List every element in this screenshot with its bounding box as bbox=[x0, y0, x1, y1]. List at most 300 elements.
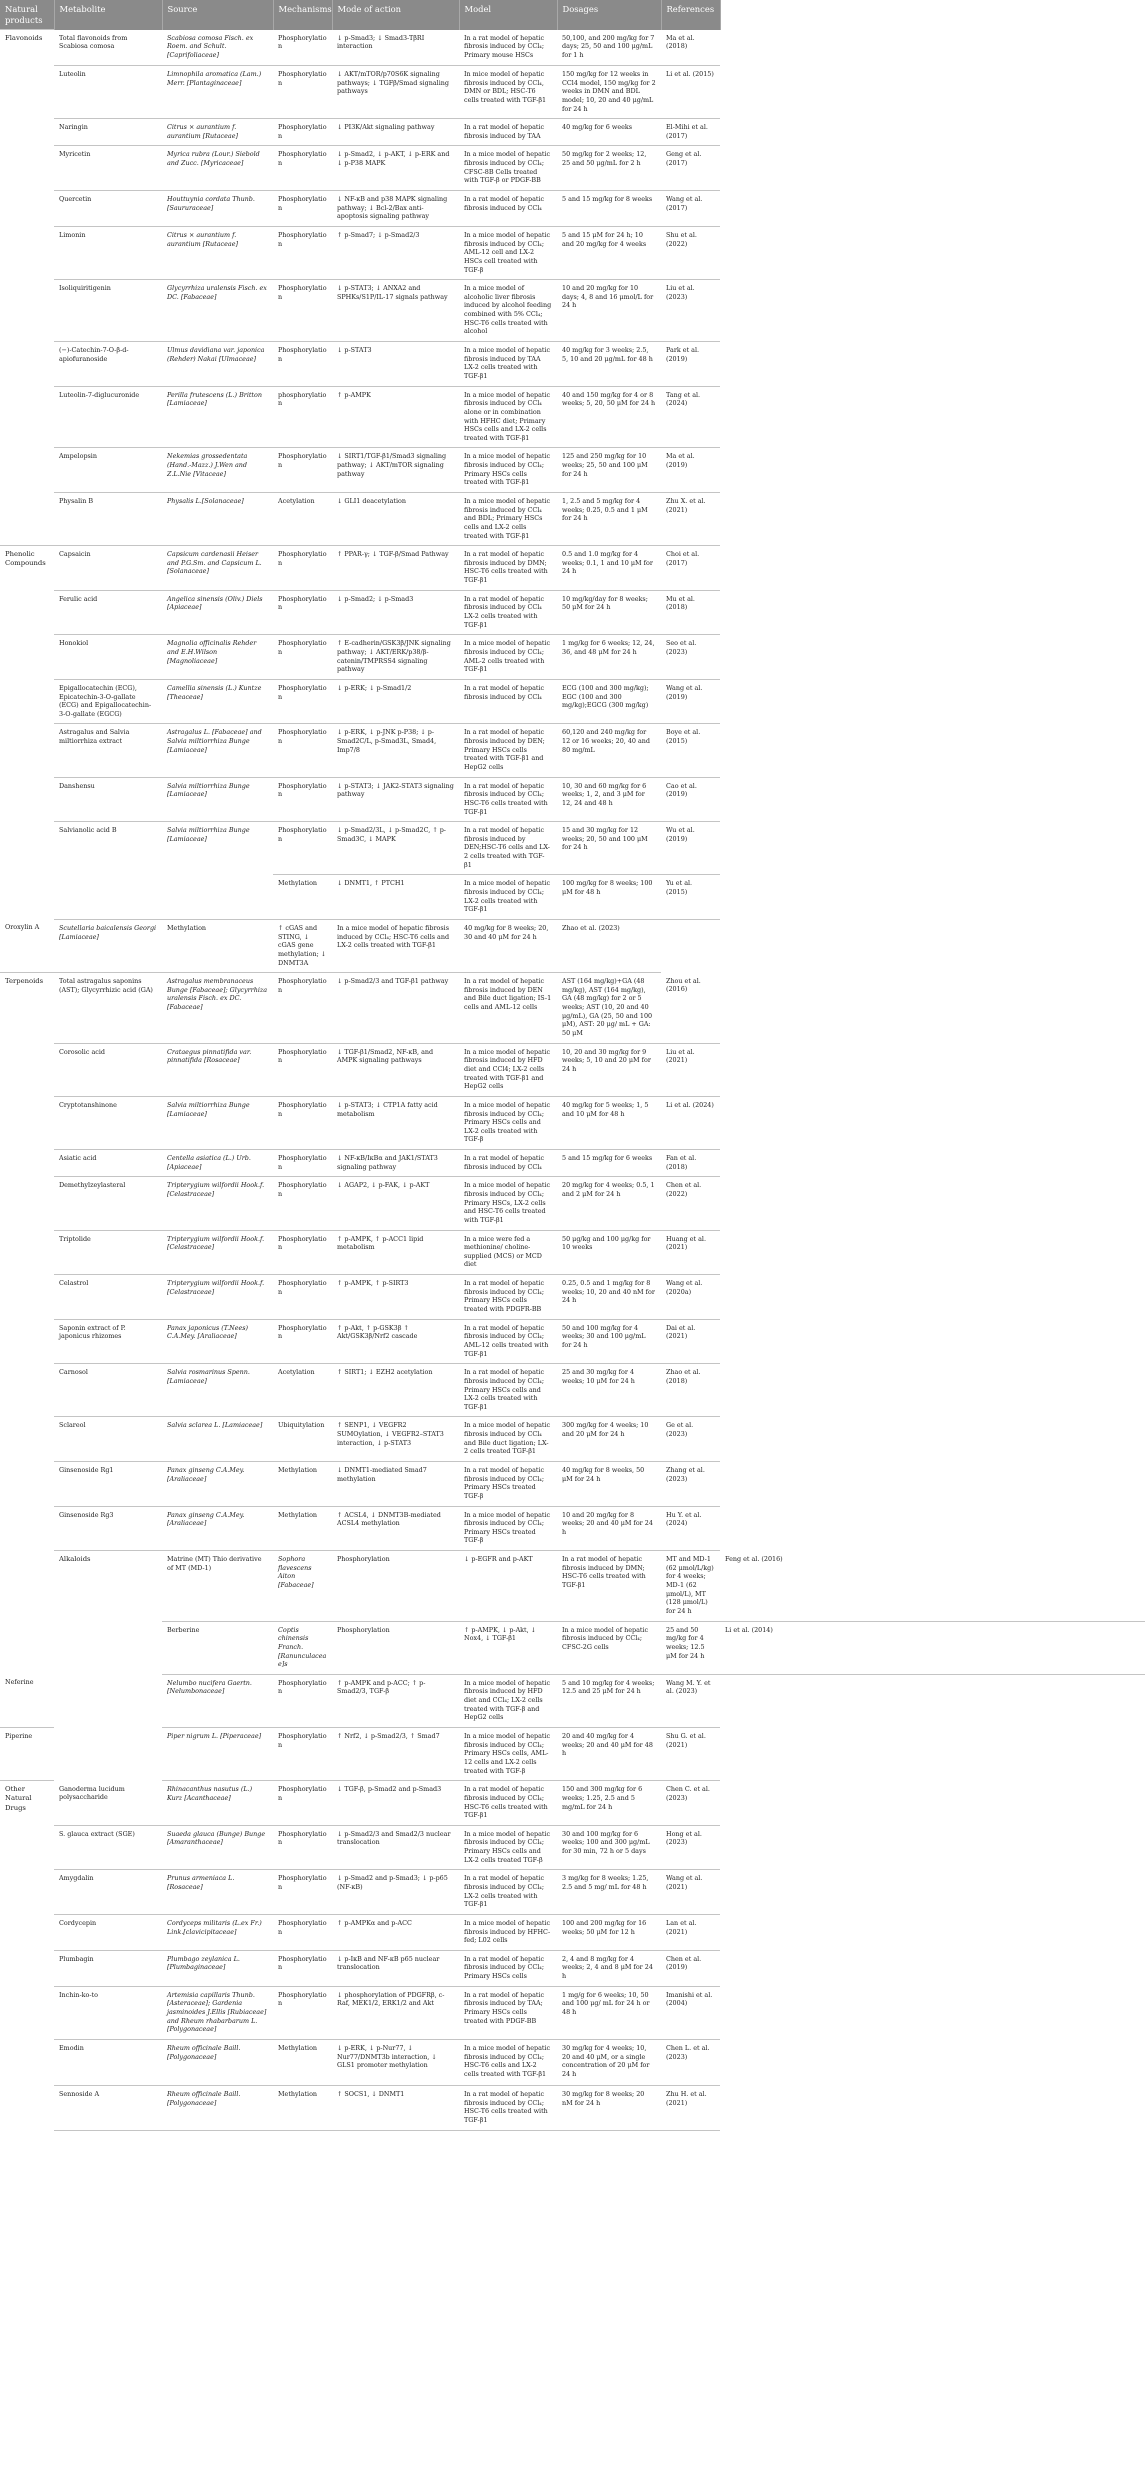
metabolite-cell: Berberine bbox=[162, 1621, 273, 1674]
reference-cell: Chen et al. (2022) bbox=[661, 1177, 720, 1230]
mode-of-action-cell: ↑ SENP1, ↓ VEGFR2 SUMOylation, ↓ VEGFR2–STAT3 interaction, ↓ p-STAT3 bbox=[332, 1417, 459, 1462]
source-cell: Myrica rubra (Lour.) Siebold and Zucc. [Myricaceae] bbox=[162, 146, 273, 191]
dosage-cell: 40 mg/kg for 8 weeks; 20, 30 and 40 μM for 24 h bbox=[459, 919, 557, 972]
metabolite-cell: Honokiol bbox=[54, 635, 162, 680]
metabolite-cell: Sclareol bbox=[54, 1417, 162, 1462]
table-row bbox=[0, 1621, 1145, 1674]
reference-cell: Boye et al. (2015) bbox=[661, 724, 720, 777]
metabolite-cell: Ganoderma lucidum polysaccharide bbox=[54, 1781, 162, 1826]
reference-cell: Wu et al. (2019) bbox=[661, 822, 720, 875]
table-row bbox=[0, 2039, 1145, 2085]
mode-of-action-cell: ↑ p-Smad7; ↓ p-Smad2/3 bbox=[332, 226, 459, 279]
table-row bbox=[0, 919, 1145, 972]
reference-cell: Imanishi et al. (2004) bbox=[661, 1986, 720, 2039]
model-cell: In a rat model of hepatic fibrosis induced by CCl₄ LX-2 cells treated with TGF-β1 bbox=[459, 590, 557, 635]
source-cell: Citrus × aurantium f. aurantium [Rutaceae] bbox=[162, 119, 273, 146]
metabolite-cell: Physalin B bbox=[54, 492, 162, 545]
reference-cell: Seo et al. (2023) bbox=[661, 635, 720, 680]
mechanism-cell: Phosphorylation bbox=[273, 146, 332, 191]
table-row bbox=[0, 448, 1145, 493]
source-cell: Salvia sclarea L. [Lamiaceae] bbox=[162, 1417, 273, 1462]
table-row bbox=[0, 1319, 1145, 1364]
dosage-cell: 100 mg/kg for 8 weeks; 100 μM for 48 h bbox=[557, 875, 661, 920]
dosage-cell: 60,120 and 240 mg/kg for 12 or 16 weeks; 20, 40 and 80 mg/mL bbox=[557, 724, 661, 777]
mechanism-cell: Methylation bbox=[273, 2039, 332, 2085]
source-cell: Suaeda glauca (Bunge) Bunge [Amaranthaceae] bbox=[162, 1825, 273, 1870]
table-row bbox=[0, 1096, 1145, 1149]
header-mode-of-action: Mode of action bbox=[332, 0, 459, 30]
model-cell: In a mice model of hepatic fibrosis induced by CCl₄; Primary HSCs cells treated with TGF-β1 bbox=[459, 448, 557, 493]
source-cell: Tripterygium wilfordii Hook.f. [Celastraceae] bbox=[162, 1275, 273, 1320]
metabolite-cell: Oroxylin A bbox=[0, 919, 54, 972]
metabolite-cell: (−)-Catechin-7-O-β-d-apiofuranoside bbox=[54, 342, 162, 387]
mode-of-action-cell: ↑ PPAR-γ; ↓ TGF-β/Smad Pathway bbox=[332, 546, 459, 591]
table-row bbox=[0, 226, 1145, 279]
metabolite-cell: Naringin bbox=[54, 119, 162, 146]
dosage-cell: ECG (100 and 300 mg/kg); EGC (100 and 300 mg/kg);EGCG (300 mg/kg) bbox=[557, 679, 661, 724]
mode-of-action-cell: ↑ p-AMPK bbox=[332, 386, 459, 448]
mode-of-action-cell: ↑ Nrf2, ↓ p-Smad2/3, ↑ Smad7 bbox=[332, 1728, 459, 1781]
mode-of-action-cell: ↓ DNMT1, ↑ PTCH1 bbox=[332, 875, 459, 920]
mode-of-action-cell: ↑ p-Akt, ↑ p-GSK3β ↑ Akt/GSK3β/Nrf2 cascade bbox=[332, 1319, 459, 1364]
source-cell: Magnolia officinalis Rehder and E.H.Wilson [Magnoliaceae] bbox=[162, 635, 273, 680]
mechanism-cell: Phosphorylation bbox=[273, 777, 332, 822]
mode-of-action-cell: ↓ p-STAT3 bbox=[332, 342, 459, 387]
table-row bbox=[0, 191, 1145, 227]
source-cell: Salvia miltiorrhiza Bunge [Lamiaceae] bbox=[162, 1096, 273, 1149]
table-row bbox=[0, 1950, 1145, 1986]
table-row bbox=[0, 1728, 1145, 1781]
source-cell: Angelica sinensis (Oliv.) Diels [Apiaceae] bbox=[162, 590, 273, 635]
mechanism-cell: Methylation bbox=[273, 1506, 332, 1551]
metabolite-cell: Sennoside A bbox=[54, 2085, 162, 2130]
metabolite-cell: Celastrol bbox=[54, 1275, 162, 1320]
mode-of-action-cell: ↓ p-Smad2, ↓ p-AKT, ↓ p-ERK and ↓ p-P38 MAPK bbox=[332, 146, 459, 191]
category-cell: Alkaloids bbox=[54, 1551, 162, 1781]
table-row bbox=[0, 1177, 1145, 1230]
model-cell: In a rat model of hepatic fibrosis induced by CCl₄; Primary HSCs cells treated with PDGFR-BB bbox=[459, 1275, 557, 1320]
dosage-cell: 15 and 30 mg/kg for 12 weeks; 20, 50 and 100 μM for 24 h bbox=[557, 822, 661, 875]
mechanism-cell: Methylation bbox=[273, 875, 332, 920]
dosage-cell: 40 mg/kg for 3 weeks; 2.5, 5, 10 and 20 μg/mL for 48 h bbox=[557, 342, 661, 387]
model-cell: In a mice model of hepatic fibrosis induced by CCl₄; Primary HSCs cells and LX-2 cells treated with TGF-β bbox=[459, 1096, 557, 1149]
header-mechanisms: Mechanisms bbox=[273, 0, 332, 30]
reference-cell: Zhao et al. (2023) bbox=[557, 919, 661, 972]
table-row bbox=[0, 1781, 1145, 1826]
metabolite-cell: Total astragalus saponins (AST); Glycyrrhizic acid (GA) bbox=[54, 973, 162, 1043]
mode-of-action-cell: ↓ p-ERK; ↓ p-Smad1/2 bbox=[332, 679, 459, 724]
model-cell: In a mice model of hepatic fibrosis induced by CCl₄; Primary HSCs treated TGF-β bbox=[459, 1506, 557, 1551]
source-cell: Nekemias grossedentata (Hand.-Mazz.) J.Wen and Z.L.Nie [Vitaceae] bbox=[162, 448, 273, 493]
reference-cell: Shu G. et al. (2021) bbox=[661, 1728, 720, 1781]
source-cell: Astragalus L. [Fabaceae] and Salvia miltiorrhiza Bunge [Lamiaceae] bbox=[162, 724, 273, 777]
reference-cell: Zhang et al. (2023) bbox=[661, 1462, 720, 1507]
source-cell: Prunus armeniaca L. [Rosaceae] bbox=[162, 1870, 273, 1915]
table-row bbox=[0, 146, 1145, 191]
model-cell: In a mice model of hepatic fibrosis induced by CCl₄; Primary HSCs, LX-2 cells and HSC-T6 cells treated with TGF-β1 bbox=[459, 1177, 557, 1230]
metabolite-cell: Ginsenoside Rg3 bbox=[54, 1506, 162, 1551]
category-cell: Terpenoids bbox=[0, 973, 54, 1675]
header-dosages: Dosages bbox=[557, 0, 661, 30]
metabolite-cell: Limonin bbox=[54, 226, 162, 279]
dosage-cell: 20 and 40 mg/kg for 4 weeks; 20 and 40 μM for 48 h bbox=[557, 1728, 661, 1781]
category-cell: Flavonoids bbox=[0, 30, 54, 546]
dosage-cell: 0.25, 0.5 and 1 mg/kg for 8 weeks; 10, 20 and 40 nM for 24 h bbox=[557, 1275, 661, 1320]
dosage-cell: MT and MD-1 (62 μmol/L/kg) for 4 weeks; MD-1 (62 μmol/L), MT (128 μmol/L) for 24 h bbox=[661, 1551, 720, 1621]
metabolite-cell: Ferulic acid bbox=[54, 590, 162, 635]
table-row bbox=[0, 280, 1145, 342]
header-metabolite: Metabolite bbox=[54, 0, 162, 30]
mechanism-cell: Phosphorylation bbox=[273, 1870, 332, 1915]
table-row bbox=[0, 679, 1145, 724]
mode-of-action-cell: ↑ SOCS1, ↓ DNMT1 bbox=[332, 2085, 459, 2130]
model-cell: In a rat model of hepatic fibrosis induced by CCl₄; Primary mouse HSCs bbox=[459, 30, 557, 66]
model-cell: In a rat model of hepatic fibrosis induced by TAA; Primary HSCs cells treated with PDGF-BB bbox=[459, 1986, 557, 2039]
metabolite-cell: Luteolin-7-diglucuronide bbox=[54, 386, 162, 448]
mechanism-cell: Phosphorylation bbox=[332, 1621, 459, 1674]
source-cell: Scutellaria baicalensis Georgi [Lamiaceae] bbox=[54, 919, 162, 972]
model-cell: In a mice model of hepatic fibrosis induced by CCl₄; LX-2 cells treated with TGF-β1 bbox=[459, 875, 557, 920]
model-cell: In a mice model of hepatic fibrosis induced by CCl₄; CFSC-2G cells bbox=[557, 1621, 661, 1674]
reference-cell: Fan et al. (2018) bbox=[661, 1150, 720, 1177]
dosage-cell: 25 and 30 mg/kg for 4 weeks; 10 μM for 24 h bbox=[557, 1364, 661, 1417]
reference-cell: Chen et al. (2019) bbox=[661, 1950, 720, 1986]
metabolite-cell: Astragalus and Salvia miltiorrhiza extract bbox=[54, 724, 162, 777]
mode-of-action-cell: ↓ p-STAT3; ↓ JAK2-STAT3 signaling pathway bbox=[332, 777, 459, 822]
metabolite-cell: Quercetin bbox=[54, 191, 162, 227]
source-cell: Scabiosa comosa Fisch. ex Roem. and Schult. [Caprifoliaceae] bbox=[162, 30, 273, 66]
dosage-cell: 10, 20 and 30 mg/kg for 9 weeks; 5, 10 and 20 μM for 24 h bbox=[557, 1043, 661, 1096]
table-row bbox=[0, 546, 1145, 591]
mode-of-action-cell: ↑ p-AMPK and p-ACC; ↑ p-Smad2/3, TGF-β bbox=[332, 1674, 459, 1727]
mechanism-cell: Phosphorylation bbox=[273, 1825, 332, 1870]
table-row bbox=[0, 1462, 1145, 1507]
table-row bbox=[0, 635, 1145, 680]
source-cell: Tripterygium wilfordii Hook.f. [Celastraceae] bbox=[162, 1177, 273, 1230]
source-cell: Crataegus pinnatifida var. pinnatifida [Rosaceae] bbox=[162, 1043, 273, 1096]
reference-cell: Park et al. (2019) bbox=[661, 342, 720, 387]
dosage-cell: 40 mg/kg for 6 weeks bbox=[557, 119, 661, 146]
metabolite-cell: Ginsenoside Rg1 bbox=[54, 1462, 162, 1507]
model-cell: In a mice model of hepatic fibrosis induced by TAA LX-2 cells treated with TGF-β1 bbox=[459, 342, 557, 387]
mechanism-cell: Phosphorylation bbox=[273, 679, 332, 724]
reference-cell: Hong et al. (2023) bbox=[661, 1825, 720, 1870]
reference-cell: Ma et al. (2018) bbox=[661, 30, 720, 66]
table-row bbox=[0, 1674, 1145, 1727]
dosage-cell: 1, 2.5 and 5 mg/kg for 4 weeks; 0.25, 0.5 and 1 μM for 24 h bbox=[557, 492, 661, 545]
model-cell: In a rat model of hepatic fibrosis induced by TAA bbox=[459, 119, 557, 146]
mechanism-cell: Phosphorylation bbox=[273, 635, 332, 680]
dosage-cell: 50 μg/kg and 100 μg/kg for 10 weeks bbox=[557, 1230, 661, 1275]
source-cell: Piper nigrum L. [Piperaceae] bbox=[162, 1728, 273, 1781]
model-cell: In a rat model of hepatic fibrosis induced by DEN and Bile duct ligation; IS-1 cells and AML-12 cells bbox=[459, 973, 557, 1043]
metabolite-cell: Piperine bbox=[0, 1728, 54, 1781]
reference-cell: Li et al. (2024) bbox=[661, 1096, 720, 1149]
mode-of-action-cell: ↓ PI3K/Akt signaling pathway bbox=[332, 119, 459, 146]
mode-of-action-cell: ↓ phosphorylation of PDGFRβ, c-Raf, MEK1/2, ERK1/2 and Akt bbox=[332, 1986, 459, 2039]
reference-cell: Wang et al. (2021) bbox=[661, 1870, 720, 1915]
model-cell: In a mice model of hepatic fibrosis induced by CCl₄ alone or in combination with HFHC diet; Primary HSCs cells and LX-2 cells treated with TGF-β1 bbox=[459, 386, 557, 448]
metabolite-cell: S. glauca extract (SGE) bbox=[54, 1825, 162, 1870]
mode-of-action-cell: ↓ p-STAT3; ↓ CTP1A fatty acid metabolism bbox=[332, 1096, 459, 1149]
model-cell: In a mice model of hepatic fibrosis induced by CCl₄; HSC-T6 cells and LX-2 cells treated with TGF-β1 bbox=[459, 2039, 557, 2085]
mode-of-action-cell: ↓ p-Smad2/3 and Smad2/3 nuclear translocation bbox=[332, 1825, 459, 1870]
mechanism-cell: Phosphorylation bbox=[273, 280, 332, 342]
model-cell: In a mice model of hepatic fibrosis induced by CCl₄; Primary HSCs cells, AML-12 cells and LX-2 cells treated with TGF-β bbox=[459, 1728, 557, 1781]
reference-cell: Feng et al. (2016) bbox=[720, 1551, 1145, 1621]
metabolite-cell: Ampelopsin bbox=[54, 448, 162, 493]
mode-of-action-cell: ↓ SIRT1/TGF-β1/Smad3 signaling pathway; ↓ AKT/mTOR signaling pathway bbox=[332, 448, 459, 493]
metabolite-cell: Cryptotanshinone bbox=[54, 1096, 162, 1149]
mode-of-action-cell: ↓ p-Smad2/3 and TGF-β1 pathway bbox=[332, 973, 459, 1043]
reference-cell: Ma et al. (2019) bbox=[661, 448, 720, 493]
source-cell: Physalis L.[Solanaceae] bbox=[162, 492, 273, 545]
reference-cell: Shu et al. (2022) bbox=[661, 226, 720, 279]
source-cell: Astragalus membranaceus Bunge [Fabaceae]; Glycyrrhiza uralensis Fisch. ex DC. [Fabaceae] bbox=[162, 973, 273, 1043]
metabolite-cell: Capsaicin bbox=[54, 546, 162, 591]
mechanism-cell: Phosphorylation bbox=[273, 342, 332, 387]
metabolite-cell: Demethylzeylasteral bbox=[54, 1177, 162, 1230]
reference-cell: Wang et al. (2019) bbox=[661, 679, 720, 724]
table-row bbox=[0, 119, 1145, 146]
model-cell: In a rat model of hepatic fibrosis induced by CCl₄; Primary HSCs cells bbox=[459, 1950, 557, 1986]
mode-of-action-cell: ↓ p-IκB and NF-κB p65 nuclear translocation bbox=[332, 1950, 459, 1986]
mechanism-cell: Phosphorylation bbox=[273, 1043, 332, 1096]
metabolite-cell: Inchin-ko-to bbox=[54, 1986, 162, 2039]
mechanism-cell: Phosphorylation bbox=[273, 191, 332, 227]
model-cell: In a mice model of hepatic fibrosis induced by CCl₄; AML-2 cells treated with TGF-β1 bbox=[459, 635, 557, 680]
dosage-cell: 50 and 100 mg/kg for 4 weeks; 30 and 100 μg/mL for 24 h bbox=[557, 1319, 661, 1364]
table-row bbox=[0, 30, 1145, 66]
model-cell: In a rat model of hepatic fibrosis induced by DEN; Primary HSCs cells treated with TGF-β1 and HepG2 cells bbox=[459, 724, 557, 777]
source-cell: Panax ginseng C.A.Mey. [Araliaceae] bbox=[162, 1462, 273, 1507]
model-cell: In a rat model of hepatic fibrosis induced by DMN; HSC-T6 cells treated with TGF-β1 bbox=[557, 1551, 661, 1621]
mode-of-action-cell: ↓ AKT/mTOR/p70S6K signaling pathways; ↓ TGFβ/Smad signaling pathways bbox=[332, 66, 459, 119]
metabolite-cell: Triptolide bbox=[54, 1230, 162, 1275]
source-cell: Nelumbo nucifera Gaertn. [Nelumbonaceae] bbox=[162, 1674, 273, 1727]
reference-cell: Li et al. (2015) bbox=[661, 66, 720, 119]
table-row bbox=[0, 1870, 1145, 1915]
mechanism-cell: Phosphorylation bbox=[273, 226, 332, 279]
mechanism-cell: Phosphorylation bbox=[273, 1275, 332, 1320]
table-row bbox=[0, 1506, 1145, 1551]
source-cell: Rhinacanthus nasutus (L.) Kurz [Acanthaceae] bbox=[162, 1781, 273, 1826]
mode-of-action-cell: ↓ p-Smad2; ↓ p-Smad3 bbox=[332, 590, 459, 635]
mode-of-action-cell: ↓ p-STAT3; ↓ ANXA2 and SPHKs/S1P/IL-17 signals pathway bbox=[332, 280, 459, 342]
dosage-cell: 1 mg/g for 6 weeks; 10, 50 and 100 μg/ mL for 24 h or 48 h bbox=[557, 1986, 661, 2039]
model-cell: In a rat model of hepatic fibrosis induced by CCl₄ bbox=[459, 191, 557, 227]
reference-cell: Zhou et al. (2016) bbox=[661, 973, 720, 1043]
model-cell: In a rat model of hepatic fibrosis induced by CCl₄; HSC-T6 cells treated with TGF-β1 bbox=[459, 1781, 557, 1826]
source-cell: Coptis chinensis Franch. [Ranunculaceae]s bbox=[273, 1621, 332, 1674]
mode-of-action-cell: ↓ p-ERK, ↓ p-Nur77, ↓ Nur77/DNMT3b interaction, ↓ GLS1 promoter methylation bbox=[332, 2039, 459, 2085]
dosage-cell: 150 and 300 mg/kg for 6 weeks; 1.25, 2.5 and 5 mg/mL for 24 h bbox=[557, 1781, 661, 1826]
metabolite-cell: Emodin bbox=[54, 2039, 162, 2085]
dosage-cell: 100 and 200 mg/kg for 16 weeks; 50 μM for 12 h bbox=[557, 1914, 661, 1950]
metabolite-cell: Carnosol bbox=[54, 1364, 162, 1417]
model-cell: In a mice model of hepatic fibrosis induced by CCl₄; HSC-T6 cells and LX-2 cells treated with TGF-β1 bbox=[332, 919, 459, 972]
mode-of-action-cell: ↓ GLI1 deacetylation bbox=[332, 492, 459, 545]
mechanism-cell: Phosphorylation bbox=[332, 1551, 459, 1621]
source-cell: Ulmus davidiana var. japonica (Rehder) Nakai [Ulmaceae] bbox=[162, 342, 273, 387]
reference-cell: Zhu H. et al. (2021) bbox=[661, 2085, 720, 2130]
mechanism-cell: Phosphorylation bbox=[273, 1950, 332, 1986]
source-cell: Camellia sinensis (L.) Kuntze [Theaceae] bbox=[162, 679, 273, 724]
source-cell: Glycyrrhiza uralensis Fisch. ex DC. [Fabaceae] bbox=[162, 280, 273, 342]
table-header-row bbox=[0, 0, 1145, 30]
mode-of-action-cell: ↓ AGAP2, ↓ p-FAK, ↓ p-AKT bbox=[332, 1177, 459, 1230]
table-row bbox=[0, 1417, 1145, 1462]
reference-cell: Wang et al. (2017) bbox=[661, 191, 720, 227]
mode-of-action-cell: ↑ SIRT1; ↓ EZH2 acetylation bbox=[332, 1364, 459, 1417]
mechanism-cell: Phosphorylation bbox=[273, 724, 332, 777]
mechanism-cell: Methylation bbox=[273, 2085, 332, 2130]
reference-cell: Yu et al. (2015) bbox=[661, 875, 720, 920]
mechanism-cell: Phosphorylation bbox=[273, 590, 332, 635]
dosage-cell: 10 mg/kg/day for 8 weeks; 50 μM for 24 h bbox=[557, 590, 661, 635]
reference-cell: Mu et al. (2018) bbox=[661, 590, 720, 635]
reference-cell: Tang et al. (2024) bbox=[661, 386, 720, 448]
mode-of-action-cell: ↑ p-AMPKα and p-ACC bbox=[332, 1914, 459, 1950]
metabolite-cell: Corosolic acid bbox=[54, 1043, 162, 1096]
dosage-cell: 30 mg/kg for 8 weeks; 20 nM for 24 h bbox=[557, 2085, 661, 2130]
model-cell: In a rat model of hepatic fibrosis induced by CCl₄; HSC-T6 cells treated with TGF-β1 bbox=[459, 777, 557, 822]
mechanism-cell: Phosphorylation bbox=[273, 973, 332, 1043]
metabolite-cell: Neferine bbox=[0, 1674, 54, 1727]
table-row bbox=[0, 1551, 1145, 1621]
mechanism-cell: Phosphorylation bbox=[273, 1914, 332, 1950]
reference-cell: Wang et al. (2020a) bbox=[661, 1275, 720, 1320]
mode-of-action-cell: ↓ p-EGFR and p-AKT bbox=[459, 1551, 557, 1621]
metabolite-cell: Amygdalin bbox=[54, 1870, 162, 1915]
dosage-cell: 1 mg/kg for 6 weeks; 12, 24, 36, and 48 μM for 24 h bbox=[557, 635, 661, 680]
mechanism-cell: Acetylation bbox=[273, 492, 332, 545]
category-cell: Other Natural Drugs bbox=[0, 1781, 54, 2130]
dosage-cell: 40 mg/kg for 5 weeks; 1, 5 and 10 μM for 48 h bbox=[557, 1096, 661, 1149]
model-cell: In a mice model of hepatic fibrosis induced by CCl₄; AML-12 cell and LX-2 HSCs cell treated with TGF-β bbox=[459, 226, 557, 279]
table-row bbox=[0, 1986, 1145, 2039]
reference-cell: Zhu X. et al. (2021) bbox=[661, 492, 720, 545]
mechanism-cell: Phosphorylation bbox=[273, 30, 332, 66]
table-row bbox=[0, 1043, 1145, 1096]
dosage-cell: 50 mg/kg for 2 weeks; 12, 25 and 50 μg/mL for 2 h bbox=[557, 146, 661, 191]
mode-of-action-cell: ↑ p-AMPK, ↓ p-Akt, ↓ Nox4, ↓ TGF-β1 bbox=[459, 1621, 557, 1674]
metabolite-cell: Cordycepin bbox=[54, 1914, 162, 1950]
reference-cell: Wang M. Y. et al. (2023) bbox=[661, 1674, 720, 1727]
reference-cell: Chen L. et al. (2023) bbox=[661, 2039, 720, 2085]
mechanism-cell: Phosphorylation bbox=[273, 1674, 332, 1727]
mechanism-cell: Phosphorylation bbox=[273, 1096, 332, 1149]
table-row bbox=[0, 1275, 1145, 1320]
model-cell: In a mice model of hepatic fibrosis induced by CCl₄; CFSC-8B Cells treated with TGF-β or PDGF-BB bbox=[459, 146, 557, 191]
source-cell: Artemisia capillaris Thunb. [Asteraceae]; Gardenia jasminoides J.Ellis [Rubiaceae] and Rheum rhabarbarum L. [Polygonaceae] bbox=[162, 1986, 273, 2039]
metabolite-cell: Plumbagin bbox=[54, 1950, 162, 1986]
table-row bbox=[0, 1364, 1145, 1417]
metabolite-cell: Epigallocatechin (ECG), Epicatechin-3-O-gallate (ECG) and Epigallocatechin-3-O-gallate (EGCG) bbox=[54, 679, 162, 724]
reference-cell: Geng et al. (2017) bbox=[661, 146, 720, 191]
model-cell: In a mice model of hepatic fibrosis induced by CCl₄ and BDL; Primary HSCs cells and LX-2 cells treated with TGF-β1 bbox=[459, 492, 557, 545]
source-cell: Panax ginseng C.A.Mey. [Araliaceae] bbox=[162, 1506, 273, 1551]
mode-of-action-cell: ↑ E-cadherin/GSK3β/JNK signaling pathway; ↓ AKT/ERK/p38/β-catenin/TMPRSS4 signaling pathway bbox=[332, 635, 459, 680]
mode-of-action-cell: ↓ p-ERK, ↓ p-JNK p-P38; ↓ p-Smad2C/L, p-Smad3L, Smad4, Imp7/8 bbox=[332, 724, 459, 777]
dosage-cell: 30 mg/kg for 4 weeks; 10, 20 and 40 μM, or a single concentration of 20 μM for 24 h bbox=[557, 2039, 661, 2085]
mode-of-action-cell: ↓ p-Smad2 and p-Smad3; ↓ p-p65 (NF-κB) bbox=[332, 1870, 459, 1915]
category-cell: Phenolic Compounds bbox=[0, 546, 54, 920]
dosage-cell: 10, 30 and 60 mg/kg for 6 weeks; 1, 2, and 3 μM for 12, 24 and 48 h bbox=[557, 777, 661, 822]
header-source: Source bbox=[162, 0, 273, 30]
source-cell: Centella asiatica (L.) Urb. [Apiaceae] bbox=[162, 1150, 273, 1177]
metabolite-cell: Isoliquiritigenin bbox=[54, 280, 162, 342]
mode-of-action-cell: ↑ p-AMPK, ↑ p-SIRT3 bbox=[332, 1275, 459, 1320]
source-cell: Salvia miltiorrhiza Bunge [Lamiaceae] bbox=[162, 777, 273, 822]
source-cell: Cordyceps militaris (L.ex Fr.) Link.[clavicipitaceae] bbox=[162, 1914, 273, 1950]
mechanism-cell: Phosphorylation bbox=[273, 1728, 332, 1781]
dosage-cell: 10 and 20 mg/kg for 8 weeks; 20 and 40 μM for 24 h bbox=[557, 1506, 661, 1551]
dosage-cell: 20 mg/kg for 4 weeks; 0.5, 1 and 2 μM for 24 h bbox=[557, 1177, 661, 1230]
metabolite-cell: Asiatic acid bbox=[54, 1150, 162, 1177]
reference-cell: Hu Y. et al. (2024) bbox=[661, 1506, 720, 1551]
table-row bbox=[0, 492, 1145, 545]
mode-of-action-cell: ↑ ACSL4, ↓ DNMT3B-mediated ACSL4 methylation bbox=[332, 1506, 459, 1551]
source-cell: Salvia miltiorrhiza Bunge [Lamiaceae] bbox=[162, 822, 273, 920]
table-row bbox=[0, 1914, 1145, 1950]
table-row bbox=[0, 342, 1145, 387]
dosage-cell: 5 and 10 mg/kg for 4 weeks; 12.5 and 25 μM for 24 h bbox=[557, 1674, 661, 1727]
mode-of-action-cell: ↓ TGF-β, p-Smad2 and p-Smad3 bbox=[332, 1781, 459, 1826]
reference-cell: Zhao et al. (2018) bbox=[661, 1364, 720, 1417]
metabolite-cell: Myricetin bbox=[54, 146, 162, 191]
mode-of-action-cell: ↓ NF-κB/IκBα and JAK1/STAT3 signaling pathway bbox=[332, 1150, 459, 1177]
reference-cell: Ge et al. (2023) bbox=[661, 1417, 720, 1462]
table-row bbox=[0, 973, 1145, 1043]
source-cell: Perilla frutescens (L.) Britton [Lamiaceae] bbox=[162, 386, 273, 448]
dosage-cell: 0.5 and 1.0 mg/kg for 4 weeks; 0.1, 1 and 10 μM for 24 h bbox=[557, 546, 661, 591]
dosage-cell: 2, 4 and 8 mg/kg for 4 weeks; 2, 4 and 8 μM for 24 h bbox=[557, 1950, 661, 1986]
mechanism-cell: Phosphorylation bbox=[273, 1986, 332, 2039]
mechanism-cell: Methylation bbox=[162, 919, 273, 972]
model-cell: In a mice model of hepatic fibrosis induced by HFHC-fed; L02 cells bbox=[459, 1914, 557, 1950]
source-cell: Rheum officinale Baill. [Polygonaceae] bbox=[162, 2039, 273, 2085]
dosage-cell: 30 and 100 mg/kg for 6 weeks; 100 and 300 μg/mL for 30 min, 72 h or 5 days bbox=[557, 1825, 661, 1870]
mechanism-cell: Phosphorylation bbox=[273, 66, 332, 119]
reference-cell: El-Mihi et al. (2017) bbox=[661, 119, 720, 146]
source-cell: Sophora flavescens Aiton [Fabaceae] bbox=[273, 1551, 332, 1621]
dosage-cell: 5 and 15 mg/kg for 8 weeks bbox=[557, 191, 661, 227]
dosage-cell: 40 mg/kg for 8 weeks, 50 μM for 24 h bbox=[557, 1462, 661, 1507]
metabolite-cell: Total flavonoids from Scabiosa comosa bbox=[54, 30, 162, 66]
reference-cell: Liu et al. (2023) bbox=[661, 280, 720, 342]
table-row bbox=[0, 777, 1145, 822]
model-cell: In a mice model of hepatic fibrosis induced by HFD diet and CCl4; LX-2 cells treated with TGF-β1 and HepG2 cells bbox=[459, 1043, 557, 1096]
reference-cell: Choi et al. (2017) bbox=[661, 546, 720, 591]
table-body bbox=[0, 30, 1145, 2131]
dosage-cell: 40 and 150 mg/kg for 4 or 8 weeks; 5, 20, 50 μM for 24 h bbox=[557, 386, 661, 448]
header-references: References bbox=[661, 0, 720, 30]
reference-cell: Chen C. et al. (2023) bbox=[661, 1781, 720, 1826]
mechanism-cell: Phosphorylation bbox=[273, 1781, 332, 1826]
model-cell: In a rat model of hepatic fibrosis induced by CCl₄; Primary HSCs treated TGF-β bbox=[459, 1462, 557, 1507]
reference-cell: Li et al. (2014) bbox=[720, 1621, 1145, 1674]
mode-of-action-cell: ↑ cGAS and STING, ↓ cGAS gene methylation; ↓ DNMT3A bbox=[273, 919, 332, 972]
table-row bbox=[0, 66, 1145, 119]
dosage-cell: 125 and 250 mg/kg for 10 weeks; 25, 50 and 100 μM for 24 h bbox=[557, 448, 661, 493]
model-cell: In a rat model of hepatic fibrosis induced by DMN; HSC-T6 cells treated with TGF-β1 bbox=[459, 546, 557, 591]
source-cell: Plumbago zeylanica L. [Plumbaginaceae] bbox=[162, 1950, 273, 1986]
model-cell: In a rat model of hepatic fibrosis induced by CCl₄; AML-12 cells treated with TGF-β1 bbox=[459, 1319, 557, 1364]
mechanism-cell: Phosphorylation bbox=[273, 822, 332, 875]
dosage-cell: 3 mg/kg for 8 weeks; 1.25, 2.5 and 5 mg/ mL for 48 h bbox=[557, 1870, 661, 1915]
mechanism-cell: phosphorylation bbox=[273, 386, 332, 448]
